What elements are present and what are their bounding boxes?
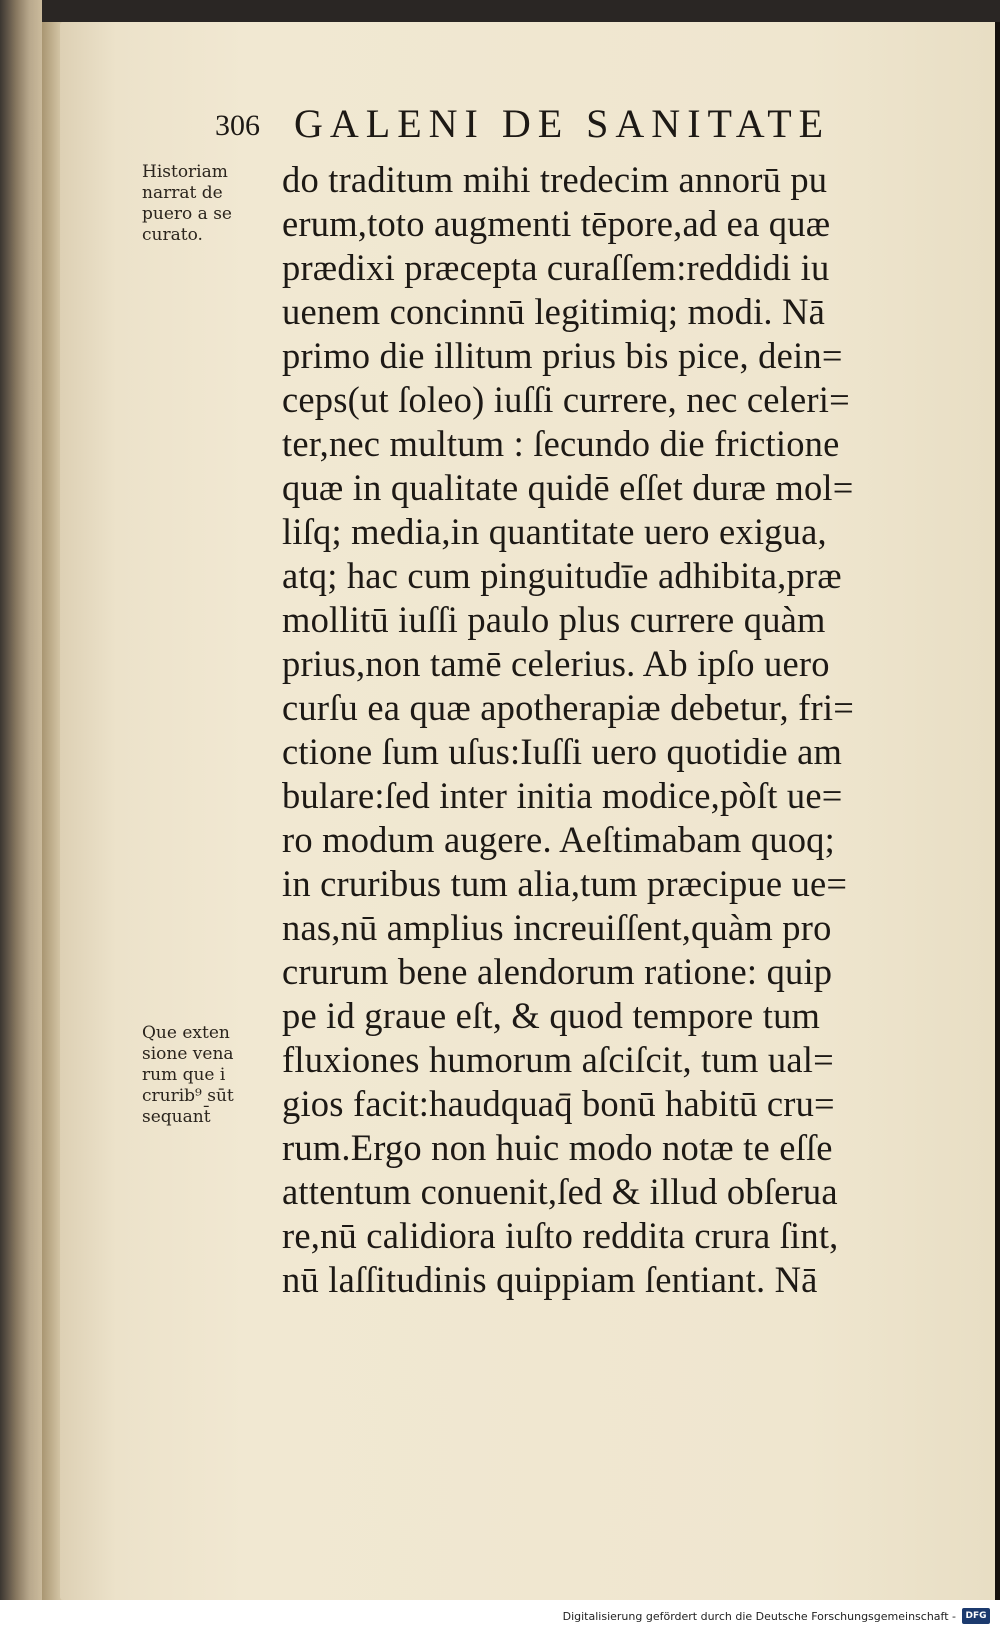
text-line: fluxiones humorum aſciſcit, tum ual= (282, 1039, 834, 1080)
marginal-note-line: curato. (142, 225, 203, 245)
text-line: gios facit:haudquaq̄ bonū habitū cru= (282, 1083, 835, 1124)
text-line: uenem concinnū legitimiq; modi. Nā (282, 291, 826, 332)
text-line: prædixi præcepta curaſſem:reddidi iu (282, 247, 830, 288)
marginal-note-line: crurib⁹ sūt (142, 1086, 234, 1106)
page-number: 306 (215, 109, 260, 142)
marginal-note-line: narrat de (142, 183, 223, 203)
marginal-note-line: Que exten (142, 1023, 230, 1043)
page-edge-shadow (995, 22, 1000, 1600)
text-line: curſu ea quæ apotherapiæ debetur, fri= (282, 687, 854, 728)
text-line: nū laſſitudinis quippiam ſentiant. Nā (282, 1259, 818, 1300)
text-line: rum.Ergo non huic modo notæ te eſſe (282, 1127, 833, 1168)
text-line: pe id graue eſt, & quod tempore tum (282, 995, 821, 1036)
text-line: ceps(ut ſoleo) iuſſi currere, nec celeri= (282, 379, 850, 420)
text-line: primo die illitum prius bis pice, dein= (282, 335, 843, 376)
running-head (215, 100, 830, 147)
text-line: quæ in qualitate quidē eſſet duræ mol= (282, 467, 854, 508)
text-line: ro modum augere. Aeſtimabam quoq; (282, 819, 835, 860)
text-line: nas,nū amplius increuiſſent,quàm pro (282, 907, 832, 948)
dfg-logo: DFG (962, 1608, 990, 1624)
marginal-note-line: Historiam (142, 162, 228, 182)
body-text (282, 158, 937, 1302)
text-line: mollitū iuſſi paulo plus currere quàm (282, 599, 826, 640)
footer-credit: Digitalisierung gefördert durch die Deutsche Forschungsgemeinschaft - (562, 1610, 956, 1623)
text-line: attentum conuenit,ſed & illud obſerua (282, 1171, 838, 1212)
running-head-title: GALENI DE SANITATE (294, 101, 831, 146)
text-line: ctione ſum uſus:Iuſſi uero quotidie am (282, 731, 843, 772)
digitization-footer (0, 1600, 1000, 1635)
marginal-note-line: sione vena (142, 1044, 234, 1064)
text-line: ter,nec multum : ſecundo die frictione (282, 423, 840, 464)
text-line: in cruribus tum alia,tum præcipue ue= (282, 863, 848, 904)
text-line: re,nū calidiora iuſto reddita crura ſint, (282, 1215, 839, 1256)
text-line: atq; hac cum pinguitudīe adhibita,præ (282, 555, 842, 596)
marginal-note-line: puero a se (142, 204, 232, 224)
marginal-note-line: rum que i (142, 1065, 226, 1085)
text-line: do traditum mihi tredecim annorū pu (282, 159, 828, 200)
text-line: erum,toto augmenti tēpore,ad ea quæ (282, 203, 831, 244)
scan-edge (0, 0, 42, 1600)
text-line: crurum bene alendorum ratione: quip (282, 951, 833, 992)
text-line: liſq; media,in quantitate uero exigua, (282, 511, 827, 552)
marginal-note-1 (142, 162, 232, 246)
marginal-note-2 (142, 1023, 234, 1128)
text-line: bulare:ſed inter initia modice,pòſt ue= (282, 775, 843, 816)
text-line: prius,non tamē celerius. Ab ipſo uero (282, 643, 830, 684)
marginal-note-line: sequant̄ (142, 1107, 211, 1127)
